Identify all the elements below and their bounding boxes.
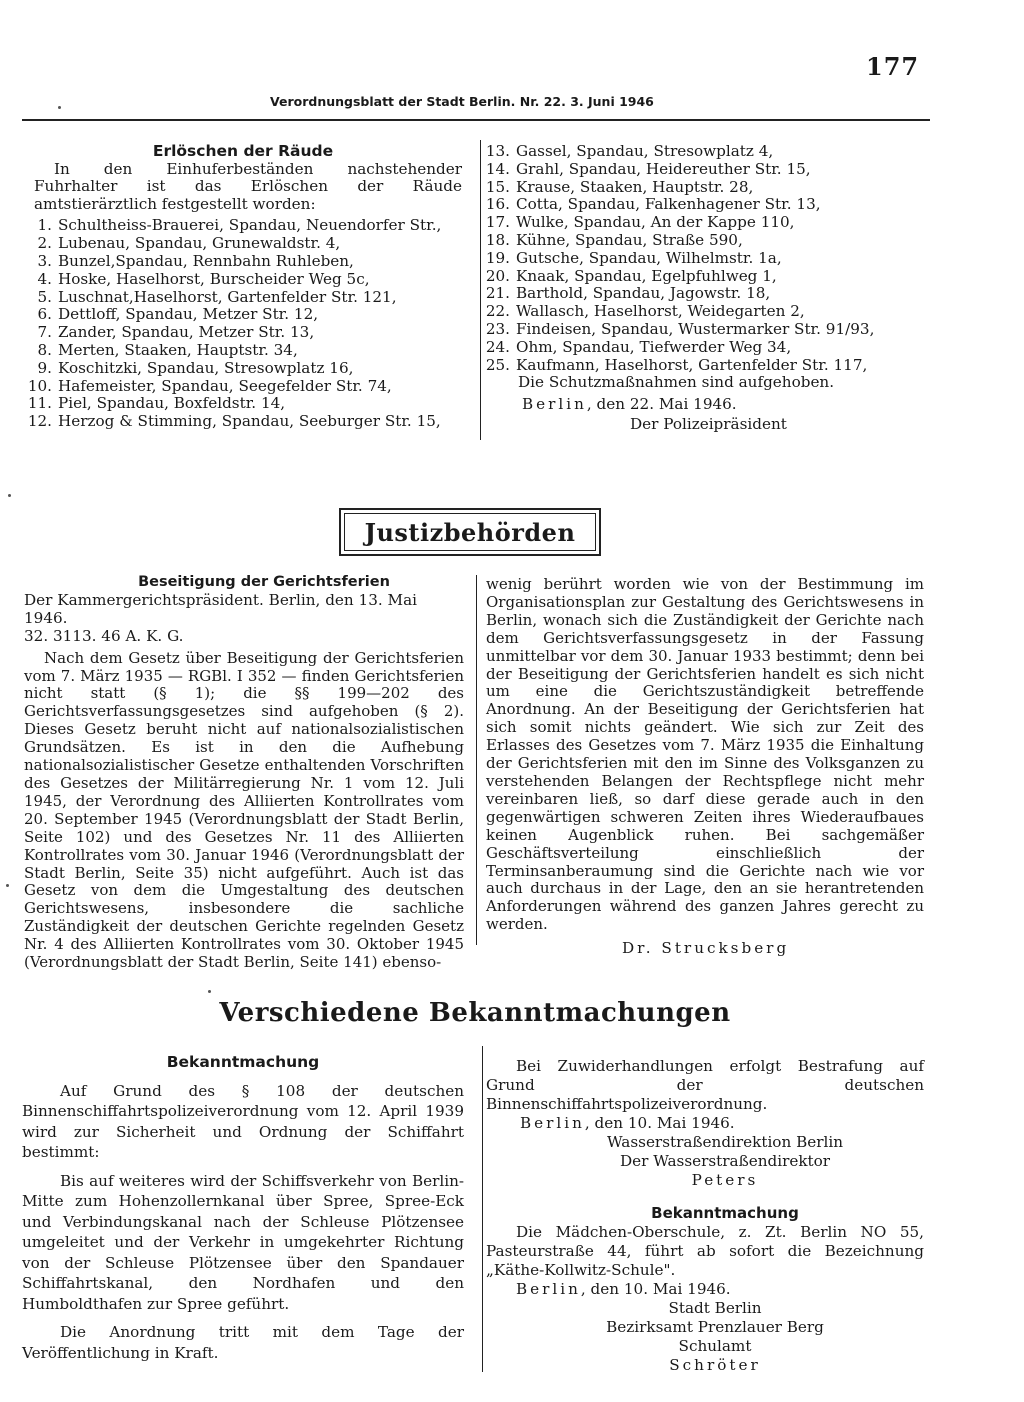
raeude-heading: Erlöschen der Räude [152, 142, 334, 160]
list-item-number: 5. [37, 287, 52, 306]
list-item-text: Luschnat,Haselhorst, Gartenfelder Str. 121, [58, 287, 397, 306]
list-item [24, 324, 462, 342]
scan-speck [8, 494, 11, 497]
list-item-text: Ohm, Spandau, Tiefwerder Weg 34, [516, 337, 792, 356]
verschiedene-dateline2 [486, 1280, 924, 1299]
list-item-text: Barthold, Spandau, Jagowstr. 18, [516, 284, 771, 303]
verschiedene-left-column [22, 1052, 464, 1363]
verschiedene-sig5: Bezirksamt Prenzlauer Berg [606, 1318, 824, 1336]
list-item-number: 11. [27, 394, 52, 413]
verschiedene-sig4: Stadt Berlin [668, 1299, 762, 1317]
raeude-list-right [482, 143, 922, 374]
list-item [24, 342, 462, 360]
list-item [24, 253, 462, 271]
list-item-number: 17. [485, 213, 510, 232]
list-item [24, 217, 462, 235]
list-item [24, 395, 462, 413]
raeude-intro: In den Einhuferbeständen nachstehender Fuhrhalter ist das Erlöschen der Räude amtstierärztlich festgestellt worden: [34, 159, 462, 213]
list-item-text: Piel, Spandau, Boxfeldstr. 14, [58, 394, 286, 413]
justiz-heading: Beseitigung der Gerichtsferien [138, 574, 390, 590]
raeude-place: Berlin [522, 394, 587, 413]
verschiedene-left-heading: Bekanntmachung [166, 1053, 320, 1071]
justiz-signature: Dr. Strucksberg [622, 939, 790, 958]
justiz-section-box [339, 508, 601, 556]
verschiedene-title: Verschiedene Bekanntmachungen [219, 998, 731, 1028]
verschiedene-dateline [486, 1114, 924, 1133]
page-number: 177 [866, 52, 920, 81]
list-item-number: 4. [37, 269, 52, 288]
list-item [24, 413, 462, 431]
raeude-closing: Die Schutzmaßnahmen sind aufgehoben. [518, 373, 835, 392]
verschiedene-right-para2: Die Mädchen-Oberschule, z. Zt. Berlin NO 55, Pasteurstraße 44, führt ab sofort die Bezeichnung „Käthe-Kollwitz-Schule". [486, 1223, 924, 1279]
list-item [482, 179, 922, 197]
verschiedene-place2: Berlin [516, 1280, 581, 1298]
verschiedene-date: , den 10. Mai 1946. [584, 1114, 735, 1132]
list-item [482, 321, 922, 339]
list-item-number: 1. [37, 216, 52, 235]
verschiedene-right-column [486, 1057, 924, 1375]
list-item-text: Wallasch, Haselhorst, Weidegarten 2, [516, 302, 805, 321]
verschiedene-left-para1: Auf Grund des § 108 der deutschen Binnenschiffahrtspolizeiverordnung vom 12. April 1939 wird zur Sicherheit und Ordnung der Schiffahrt bestimmt: [22, 1081, 464, 1161]
list-item-text: Cotta, Spandau, Falkenhagener Str. 13, [516, 195, 821, 214]
column-divider-middle [476, 575, 477, 945]
list-item-text: Bunzel,Spandau, Rennbahn Ruhleben, [58, 251, 354, 270]
list-item-text: Hafemeister, Spandau, Seegefelder Str. 74, [58, 376, 392, 395]
scan-speck [208, 990, 211, 993]
list-item [24, 378, 462, 396]
list-item [482, 268, 922, 286]
list-item-number: 20. [485, 266, 510, 285]
list-item [482, 161, 922, 179]
list-item-text: Dettloff, Spandau, Metzer Str. 12, [58, 305, 319, 324]
list-item-text: Schultheiss-Brauerei, Spandau, Neuendorfer Str., [58, 216, 442, 235]
list-item-number: 8. [37, 340, 52, 359]
header-rule [22, 119, 930, 121]
list-item-text: Herzog & Stimming, Spandau, Seeburger Str. 15, [58, 412, 441, 431]
list-item [482, 196, 922, 214]
list-item [482, 143, 922, 161]
list-item-text: Kühne, Spandau, Straße 590, [516, 230, 743, 249]
verschiedene-sig7: Schröter [669, 1356, 761, 1374]
list-item [482, 303, 922, 321]
verschiedene-sig6: Schulamt [678, 1337, 752, 1355]
list-item-number: 14. [485, 159, 510, 178]
verschiedene-right-para1: Bei Zuwiderhandlungen erfolgt Bestrafung auf Grund der deutschen Binnenschiffahrtspolizeiverordnung. [486, 1057, 924, 1113]
justiz-para-right: wenig berührt worden wie von der Bestimmung im Organisationsplan zur Gestaltung des Gerichtswesens in Berlin, wonach sich die Zuständigkeit der Gerichte nach dem Gerichtsverfassungsgesetz in der Fassung unmittelbar vor dem 30. Januar 1933 bestimmt; denn bei der Beseitigung der Gerichtsferien handelt es sich nicht um eine die Gerichtszuständigkeit betreffende Anordnung. An der Beseitigung der Gerichtsferien hat sich somit nichts geändert. Wie sich zur Zeit des Erlasses des Gesetzes vom 7. März 1935 die Einhaltung der Gerichtsferien mit den im Sinne des Volksganzen zu verstehenden Belangen der Rechtspflege nicht mehr vereinbaren ließ, so darf diese gerade auch in den gegenwärtigen schweren Zeiten ihres Wiederaufbaues keinen Augenblick ruhen. Bei sachgemäßer Geschäftsverteilung einschließlich der Terminsanberaumung sind die Gerichte nach wie vor auch durchaus in der Lage, den an sie herantretenden Anforderungen während des ganzen Jahres gerecht zu werden. [486, 575, 924, 934]
raeude-dateline [482, 396, 922, 414]
justiz-section-title: Justizbehörden [344, 513, 596, 551]
list-item [482, 357, 922, 375]
list-item-text: Kaufmann, Haselhorst, Gartenfelder Str. 117, [516, 355, 868, 374]
list-item-text: Knaak, Spandau, Egelpfuhlweg 1, [516, 266, 777, 285]
justiz-line2: 32. 3113. 46 A. K. G. [24, 626, 184, 645]
verschiedene-sig3: Peters [691, 1171, 759, 1189]
verschiedene-left-para3: Die Anordnung tritt mit dem Tage der Veröffentlichung in Kraft. [22, 1323, 464, 1362]
list-item [482, 285, 922, 303]
list-item-number: 2. [37, 234, 52, 253]
list-item-text: Grahl, Spandau, Heidereuther Str. 15, [516, 159, 811, 178]
justiz-right-column [486, 576, 924, 958]
raeude-left-column [24, 143, 462, 431]
list-item-text: Merten, Staaken, Hauptstr. 34, [58, 340, 298, 359]
list-item [24, 306, 462, 324]
list-item-number: 16. [485, 195, 510, 214]
list-item-text: Lubenau, Spandau, Grunewaldstr. 4, [58, 234, 341, 253]
justiz-left-column [24, 574, 464, 972]
raeude-date: , den 22. Mai 1946. [586, 394, 737, 413]
list-item-number: 19. [485, 248, 510, 267]
list-item-number: 13. [485, 142, 510, 160]
list-item-number: 18. [485, 230, 510, 249]
list-item-number: 7. [37, 323, 52, 342]
list-item-number: 15. [485, 177, 510, 196]
list-item [482, 214, 922, 232]
list-item-text: Koschitzki, Spandau, Stresowplatz 16, [58, 358, 354, 377]
list-item [24, 235, 462, 253]
running-head: Verordnungsblatt der Stadt Berlin. Nr. 22. 3. Juni 1946 [270, 94, 654, 109]
list-item-text: Wulke, Spandau, An der Kappe 110, [516, 213, 795, 232]
list-item-number: 25. [485, 355, 510, 374]
list-item [24, 360, 462, 378]
verschiedene-sig2: Der Wasserstraßendirektor [619, 1152, 831, 1170]
list-item-text: Zander, Spandau, Metzer Str. 13, [58, 323, 315, 342]
justiz-line1: Der Kammergerichtspräsident. Berlin, den 13. Mai 1946. [24, 590, 417, 627]
list-item-number: 12. [27, 412, 52, 431]
list-item [24, 271, 462, 289]
list-item-number: 23. [485, 319, 510, 338]
justiz-para-left: Nach dem Gesetz über Beseitigung der Gerichtsferien vom 7. März 1935 — RGBl. I 352 — finden Gerichtsferien nicht statt (§ 1); die §§ 199—202 des Gerichtsverfassungsgesetzes sind aufgehoben (§ 2). Dieses Gesetz beruht nicht auf nationalsozialistischen Grundsätzen. Es ist in den die Aufhebung nationalsozialistischer Gesetze enthaltenden Vorschriften des Gesetzes der Militärregierung Nr. 1 vom 12. Juli 1945, der Verordnung des Alliierten Kontrollrates vom 20. September 1945 (Verordnungsblatt der Stadt Berlin, Seite 102) und des Gesetzes Nr. 11 des Alliierten Kontrollrates vom 30. Januar 1946 (Verordnungsblatt der Stadt Berlin, Seite 35) nicht aufgeführt. Auch ist das Gesetz von dem die Umgestaltung des deutschen Gerichtswesens, insbesondere die sachliche Zuständigkeit der deutschen Gerichte regelnden Gesetz Nr. 4 des Alliierten Kontrollrates vom 30. Oktober 1945 (Verordnungsblatt der Stadt Berlin, Seite 141) ebenso- [24, 648, 464, 972]
column-divider-bottom [482, 1046, 483, 1372]
verschiedene-right-heading2: Bekanntmachung [651, 1204, 799, 1222]
verschiedene-date2: , den 10. Mai 1946. [580, 1280, 731, 1298]
list-item-number: 3. [37, 251, 52, 270]
verschiedene-place: Berlin [520, 1114, 585, 1132]
list-item-text: Krause, Staaken, Hauptstr. 28, [516, 177, 754, 196]
scan-speck [58, 106, 61, 109]
raeude-right-column [482, 143, 922, 433]
list-item-number: 10. [27, 376, 52, 395]
list-item-number: 6. [37, 305, 52, 324]
list-item [482, 232, 922, 250]
list-item-number: 22. [485, 302, 510, 321]
column-divider-top [480, 140, 481, 440]
raeude-list-left [24, 217, 462, 431]
list-item [482, 250, 922, 268]
list-item-number: 9. [37, 358, 52, 377]
list-item-text: Gassel, Spandau, Stresowplatz 4, [516, 142, 774, 160]
scan-speck [6, 884, 9, 887]
list-item-number: 24. [485, 337, 510, 356]
list-item-text: Hoske, Haselhorst, Burscheider Weg 5c, [58, 269, 370, 288]
list-item-number: 21. [485, 284, 510, 303]
verschiedene-left-para2: Bis auf weiteres wird der Schiffsverkehr von Berlin-Mitte zum Hohenzollernkanal über Spree, Spree-Eck und Verbindungskanal nach der Schleuse Plötzensee umgeleitet und der Verkehr in umgekehrter Richtung von der Schleuse Plötzensee über den Spandauer Schiffahrtskanal, den Nordhafen und den Humboldthafen zur Spree geführt. [22, 1171, 464, 1313]
list-item-text: Gutsche, Spandau, Wilhelmstr. 1a, [516, 248, 782, 267]
raeude-signature: Der Polizeipräsident [630, 414, 787, 433]
verschiedene-sig1: Wasserstraßendirektion Berlin [607, 1133, 843, 1151]
list-item [482, 339, 922, 357]
list-item [24, 289, 462, 307]
list-item-text: Findeisen, Spandau, Wustermarker Str. 91/93, [516, 319, 875, 338]
